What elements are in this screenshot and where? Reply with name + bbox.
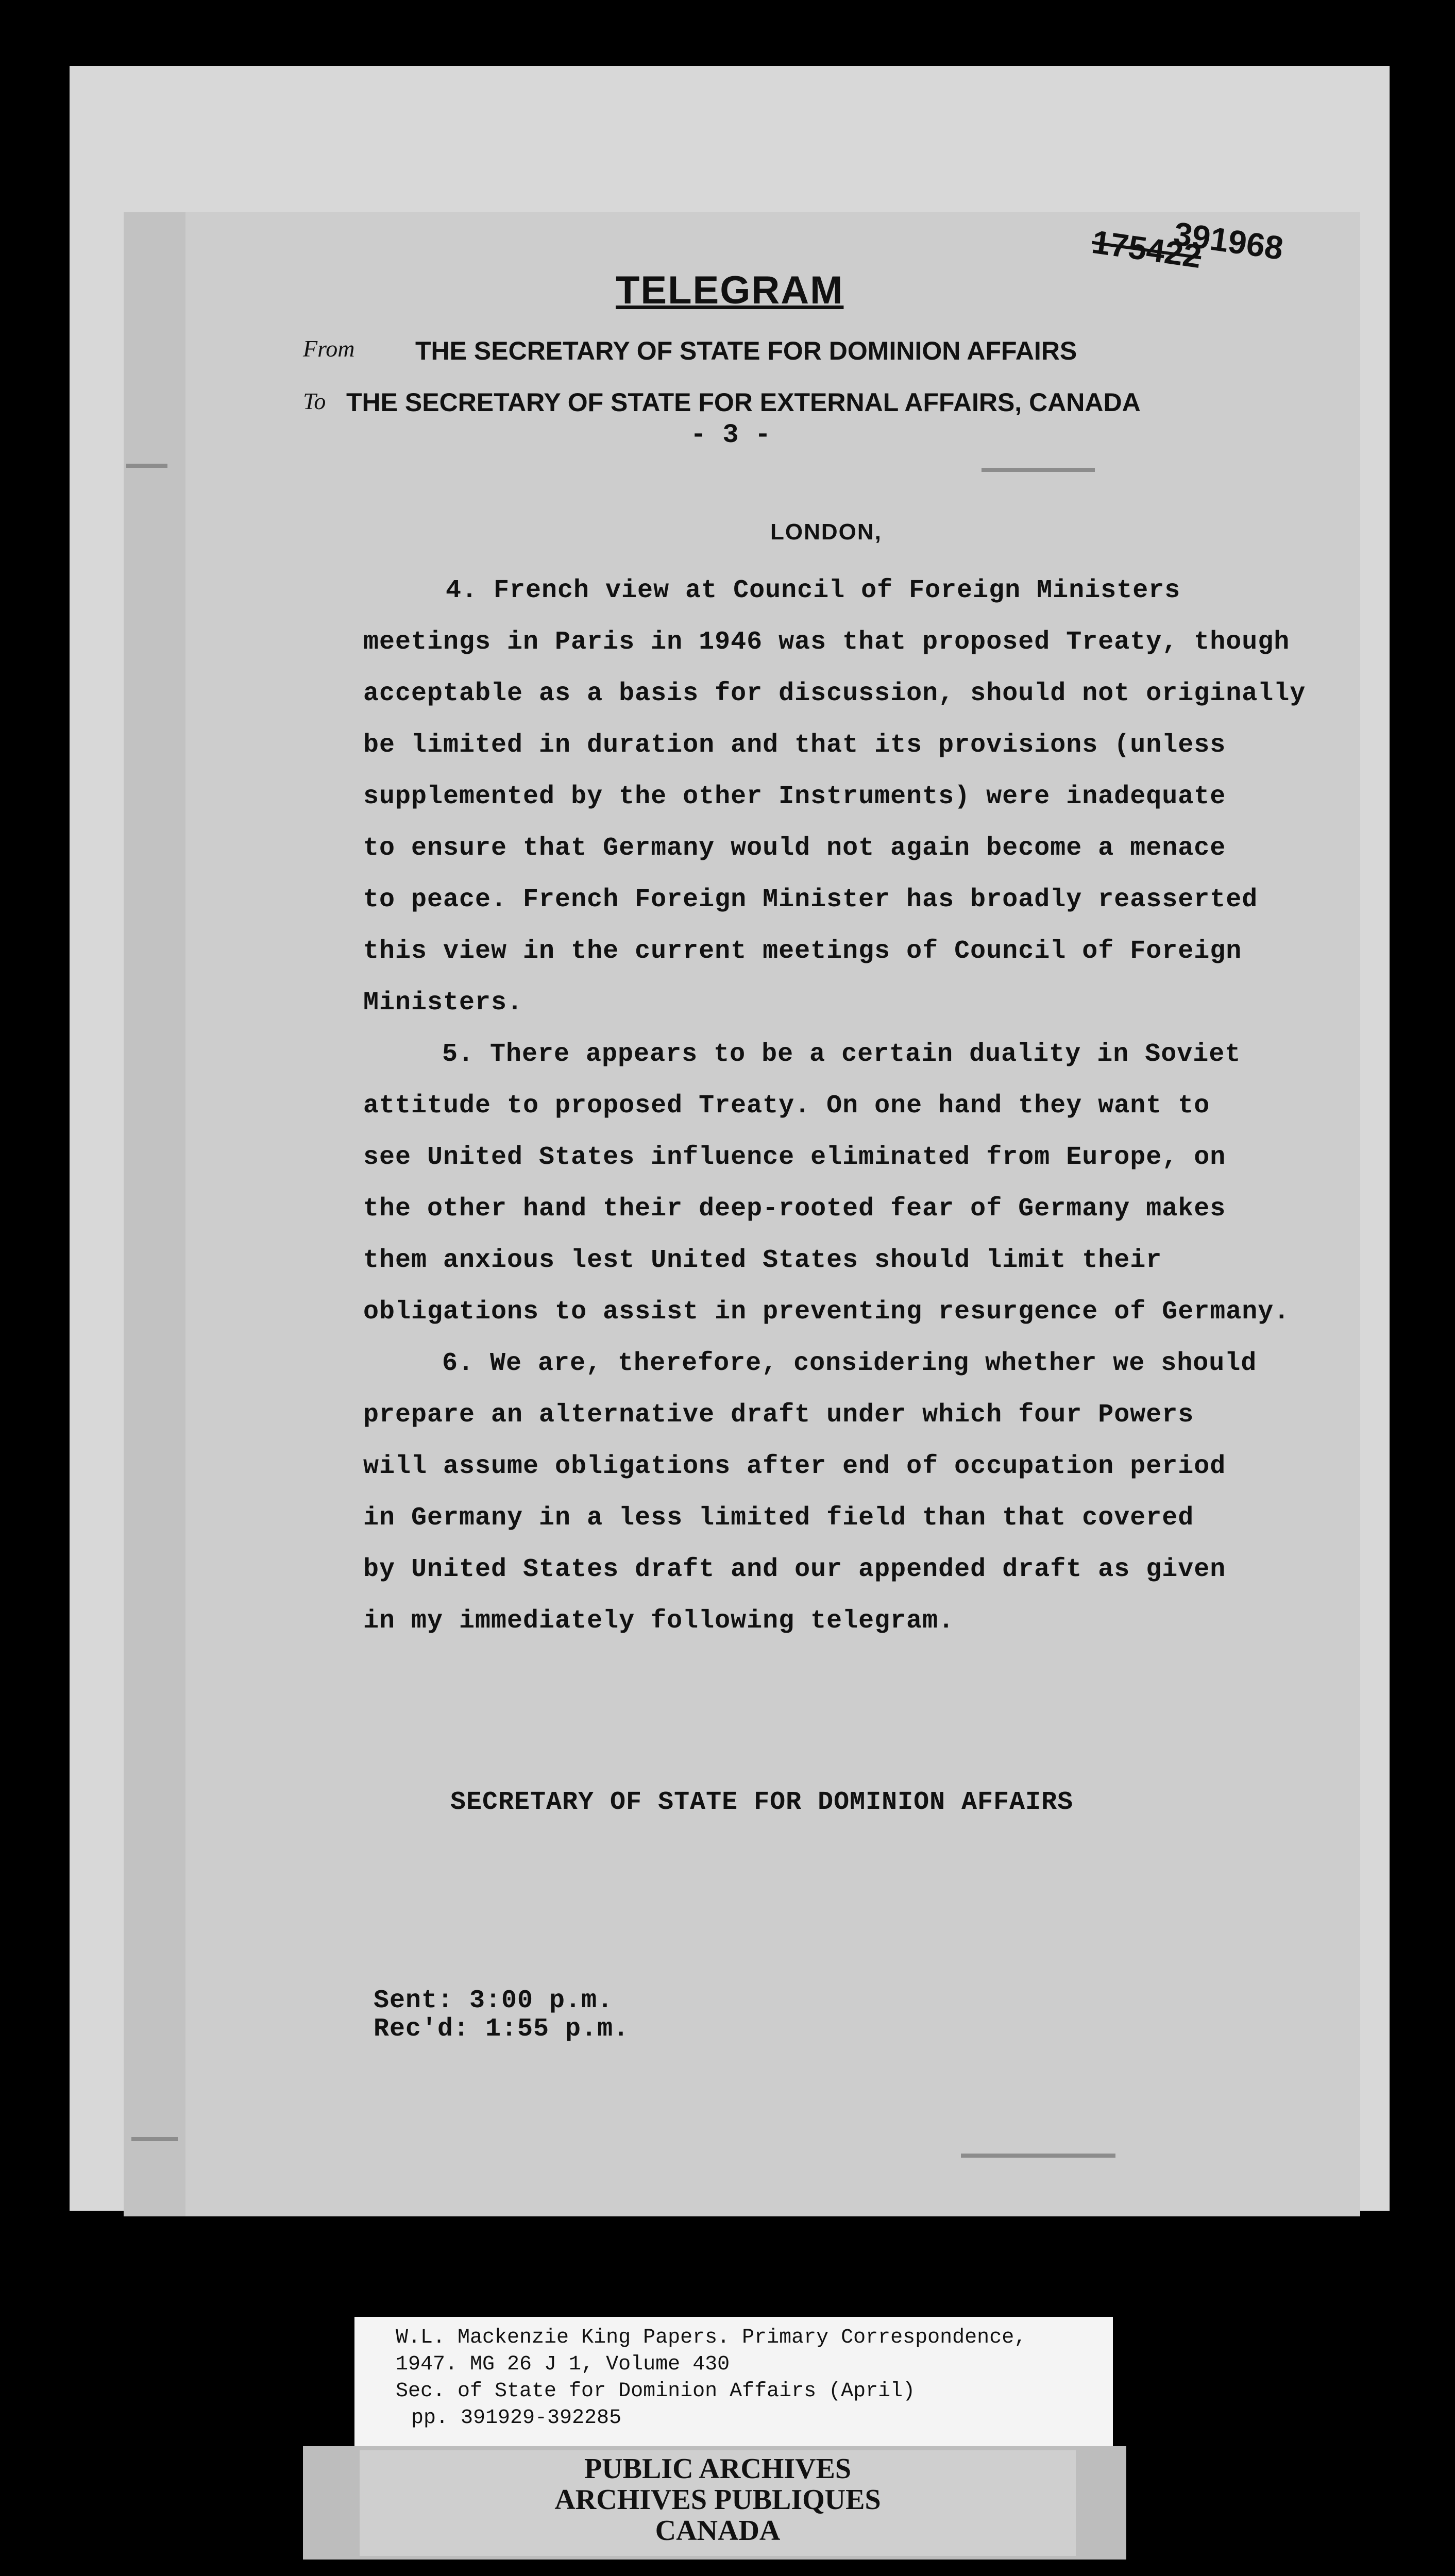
body-line: prepare an alternative draft under which four Powers [363,1400,1194,1430]
to-text: THE SECRETARY OF STATE FOR EXTERNAL AFFAIRS, CANADA [346,388,1141,417]
location: LONDON, [770,519,882,545]
edge-tick-mark [961,2154,1115,2158]
body-line: the other hand their deep-rooted fear of Germany makes [363,1194,1226,1224]
citation-line: 1947. MG 26 J 1, Volume 430 [396,2353,730,2376]
page-number: - 3 - [690,420,771,450]
body-line: see United States influence eliminated from Europe, on [363,1143,1226,1172]
sent-time: Sent: 3:00 p.m. [374,1986,614,2015]
stamp-new-number: 391968 [1171,214,1286,267]
edge-tick-mark [982,468,1095,472]
from-text: THE SECRETARY OF STATE FOR DOMINION AFFAIRS [415,336,1077,365]
citation-line: Sec. of State for Dominion Affairs (April) [396,2380,916,2403]
body-line: to ensure that Germany would not again become a menace [363,834,1226,863]
body-line: to peace. French Foreign Minister has broadly reasserted [363,885,1258,914]
citation-line: W.L. Mackenzie King Papers. Primary Correspondence, [396,2326,1027,2349]
to-label: To [303,388,326,414]
citation-label [354,2317,1113,2450]
edge-tick-mark [126,464,167,468]
body-line: be limited in duration and that its provisions (unless [363,731,1226,760]
citation-line: pp. 391929-392285 [411,2406,622,2430]
body-line: obligations to assist in preventing resurgence of Germany. [363,1297,1290,1327]
page-edge-shadow [124,212,185,2216]
body-line: this view in the current meetings of Council of Foreign [363,937,1242,966]
signature: SECRETARY OF STATE FOR DOMINION AFFAIRS [450,1788,1074,1817]
archive-stamp-inner [360,2450,1076,2556]
archive-stamp-line: CANADA [655,2515,781,2547]
received-time: Rec'd: 1:55 p.m. [374,2014,630,2044]
archive-stamp-line: PUBLIC ARCHIVES [584,2453,852,2485]
body-line: in Germany in a less limited field than that covered [363,1503,1194,1533]
body-line: by United States draft and our appended draft as given [363,1555,1226,1584]
archive-stamp [303,2446,1126,2560]
body-line: them anxious lest United States should limit their [363,1246,1162,1275]
body-line: acceptable as a basis for discussion, should not originally [363,679,1306,708]
archive-stamp-line: ARCHIVES PUBLIQUES [554,2484,881,2516]
body-line: in my immediately following telegram. [363,1606,955,1636]
body-line: 4. French view at Council of Foreign Ministers [446,576,1181,605]
telegram-title: TELEGRAM [616,268,844,312]
from-label: From [303,335,355,362]
stamp-old-number: 175422 [1089,223,1204,276]
body-line: supplemented by the other Instruments) were inadequate [363,782,1226,811]
body-line: will assume obligations after end of occupation period [363,1452,1226,1481]
body-line: Ministers. [363,988,523,1018]
body-line: attitude to proposed Treaty. On one hand they want to [363,1091,1210,1121]
body-line: 6. We are, therefore, considering whether we should [442,1349,1257,1378]
body-line: meetings in Paris in 1946 was that proposed Treaty, though [363,628,1290,657]
edge-tick-mark [131,2137,178,2141]
body-line: 5. There appears to be a certain duality in Soviet [442,1040,1241,1069]
